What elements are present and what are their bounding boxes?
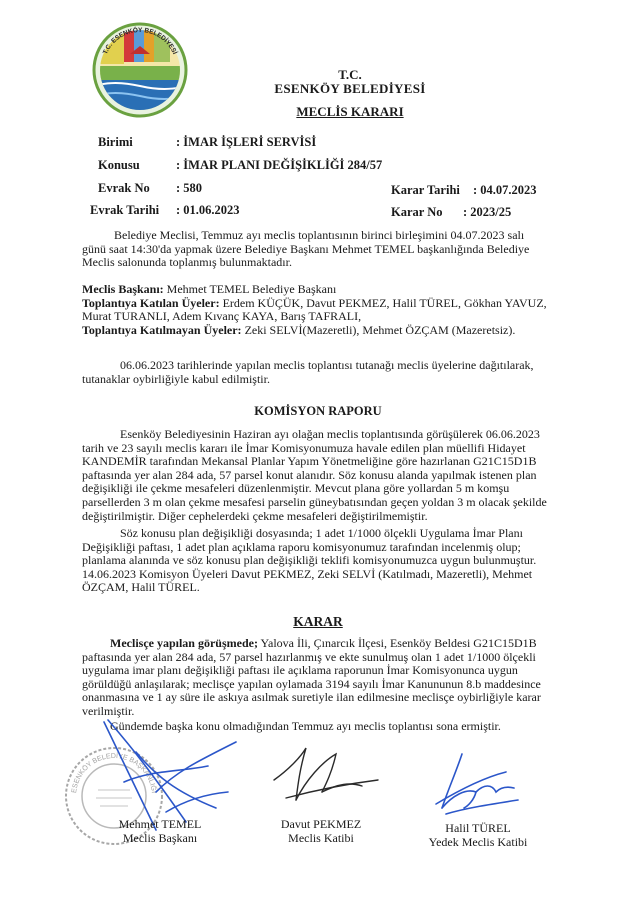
- header-doc-type: MECLİS KARARI: [296, 104, 404, 119]
- logo-text: T.C. ESENKÖY BELEDİYESİ: [101, 26, 179, 56]
- absentees-value: Zeki SELVİ(Mazeretli), Mehmet ÖZÇAM (Mazeretsiz).: [241, 322, 516, 337]
- signatory-title: Yedek Meclis Katibi: [428, 835, 528, 849]
- meta-evrak-no-value: : 580: [176, 181, 203, 195]
- signatory-title: Meclis Başkanı: [122, 831, 198, 845]
- minutes-line: 06.06.2023 tarihlerinde yapılan meclis toplantısı tutanağı meclis üyelerine dağıtılarak,: [120, 358, 534, 372]
- karar-line: Yalova İli, Çınarcık İlçesi, Esenköy Beldesi G21C15D1B: [257, 636, 537, 650]
- komisyon-line: tarih ve 23 sayılı meclis kararı ile İmar Komisyonumuza havale edilen plan müellifi Hidayet: [82, 440, 526, 455]
- chairman-value: Mehmet TEMEL Belediye Başkanı: [163, 282, 337, 296]
- meta-evrak-tarihi-label: Evrak Tarihi: [90, 203, 160, 217]
- signature-halil-turel: [426, 748, 526, 824]
- karar-line: uygulama imar planı değişikliği paftası ile açıklama raporunun İmar Komisyonunca uygun: [82, 663, 518, 678]
- meta-karar-tarihi-value: : 04.07.2023: [473, 183, 537, 197]
- komisyon-line: KANDEMİR tarafından Mekansal Planlar Yapım Yönetmeliğine göre hazırlanan G21C15D1B: [82, 454, 537, 469]
- meta-evrak-tarihi: [90, 203, 240, 218]
- karar-line: verilmiştir.: [82, 703, 135, 718]
- meta-karar-tarihi-label: Karar Tarihi: [391, 183, 460, 197]
- meta-konusu-label: Konusu: [98, 158, 140, 172]
- meta-karar-no-label: Karar No: [391, 205, 443, 219]
- chairman-label: Meclis Başkanı:: [82, 282, 164, 296]
- minutes-line: tutanaklar oybirliğiyle kabul edilmiştir.: [82, 371, 270, 386]
- komisyon-line: değiştirilmiştir. Diğer cephelerdeki çekme mesafeleri değiştirilmemiştir.: [82, 508, 428, 523]
- closing-line: Gündemde başka konu olmadığından Temmuz ayı meclis toplantısı sona ermiştir.: [110, 719, 501, 733]
- meta-evrak-tarihi-value: : 01.06.2023: [176, 203, 240, 217]
- signatory-name: Mehmet TEMEL: [118, 817, 202, 831]
- intro-line: Meclis salonunda toplanmış bulunmaktadır.: [82, 255, 292, 270]
- meta-evrak-no-label: Evrak No: [98, 181, 150, 195]
- meta-konusu-value: : İMAR PLANI DEĞİŞİKLİĞİ 284/57: [176, 158, 383, 172]
- signatory-name: Davut PEKMEZ: [280, 817, 362, 831]
- karar-paragraph: [82, 637, 592, 719]
- komisyon-line: parsellerden 3 m olan çekme mesafesi parselin güneybatısından geçen yoldan 3 m olacak şekilde: [82, 494, 547, 509]
- komisyon-line: Esenköy Belediyesinin Haziran ayı olağan meclis toplantısında görüşülerek 06.06.2023: [120, 427, 540, 441]
- komisyon-line: ÖZÇAM, Halil TÜREL.: [82, 580, 200, 595]
- signatory-title: Meclis Katibi: [288, 831, 354, 845]
- meta-birimi-label: Birimi: [98, 135, 133, 149]
- intro-paragraph: [82, 229, 587, 270]
- komisyon-line: Değişikliği paftası, 1 adet plan açıklama raporu komisyonumuz tarafından incelenmiş olup;: [82, 539, 521, 554]
- header-municipality: ESENKÖY BELEDİYESİ: [274, 81, 426, 96]
- meta-evrak-no: [98, 181, 202, 196]
- signature-block-secretary: [256, 817, 386, 845]
- stamp-text: ESENKÖY BELEDİYE BAŞKANLIĞI: [71, 752, 157, 794]
- signature-block-chairman: [100, 817, 220, 845]
- attendees-value-cont: Murat TURANLI, Adem Kıvanç KAYA, Barış TAFRALI,: [82, 309, 362, 324]
- karar-line: onanmasına ve 1 ay süre ile askıya asılmak suretiyle ilan edilmesine meclisçe oybirliğiyle karar: [82, 690, 541, 705]
- karar-line: görüldüğü anlaşılarak; meclisçe yapılan oylamada 3194 sayılı İmar Kanununun 8.b maddesince: [82, 676, 541, 691]
- karar-lead: Meclisçe yapılan görüşmede;: [110, 636, 258, 650]
- komisyon-line: planlama alanında ve söz konusu plan değişikliği teklifi komisyonumuzca uygun bulunmuştur.: [82, 553, 537, 568]
- meta-birimi: [98, 135, 316, 150]
- intro-line: günü saat 14:30'da yapmak üzere Belediye Başkanı Mehmet TEMEL başkanlığında Belediye: [82, 241, 530, 256]
- komisyon-line: 14.06.2023 Komisyon Üyeleri Davut PEKMEZ, Zeki SELVİ (Katılmadı, Mazeretli), Mehmet: [82, 566, 533, 581]
- meta-karar-tarihi: [391, 183, 537, 198]
- komisyon-line: paftasında yer alan 284 ada, 57 parsel konut alanıdır. Söz konusu alanda yapılmak istenen plan: [82, 467, 537, 482]
- signature-davut-pekmez: [266, 740, 386, 814]
- absentees-label: Toplantıya Katılmayan Üyeler:: [82, 322, 242, 337]
- karar-line: paftasında yer alan 284 ada, 57 parsel hazırlanmış ve ekte sunulmuş olan 1 adet 1/1000 ölçekli: [82, 649, 536, 664]
- signature-block-deputy-secretary: [408, 821, 548, 849]
- header-tc: T.C.: [338, 67, 362, 82]
- komisyon-paragraph-1: [82, 428, 592, 523]
- attendance-block: [82, 283, 592, 337]
- meta-birimi-value: : İMAR İŞLERİ SERVİSİ: [176, 135, 317, 149]
- minutes-paragraph: [82, 359, 587, 386]
- komisyon-line: Söz konusu plan değişikliği dosyasında; 1 adet 1/1000 ölçekli Uygulama İmar Planı: [120, 526, 523, 540]
- attendees-label: Toplantıya Katılan Üyeler:: [82, 295, 220, 310]
- attendees-value: Erdem KÜÇÜK, Davut PEKMEZ, Halil TÜREL, Gökhan YAVUZ,: [219, 295, 547, 310]
- komisyon-line: değişikliği ile çekme mesafeleri düzenlenmiştir. Mevcut plana göre yollardan 5 m komşu: [82, 481, 510, 496]
- komisyon-title: KOMİSYON RAPORU: [254, 404, 382, 418]
- meta-karar-no: [391, 205, 511, 220]
- karar-title: KARAR: [293, 614, 343, 629]
- komisyon-paragraph-2: [82, 527, 592, 595]
- signatory-name: Halil TÜREL: [445, 821, 511, 835]
- meta-karar-no-value: : 2023/25: [463, 205, 512, 219]
- intro-line: Belediye Meclisi, Temmuz ayı meclis toplantısının birinci birleşimini 04.07.2023 salı: [114, 228, 525, 242]
- meta-konusu: [98, 158, 382, 173]
